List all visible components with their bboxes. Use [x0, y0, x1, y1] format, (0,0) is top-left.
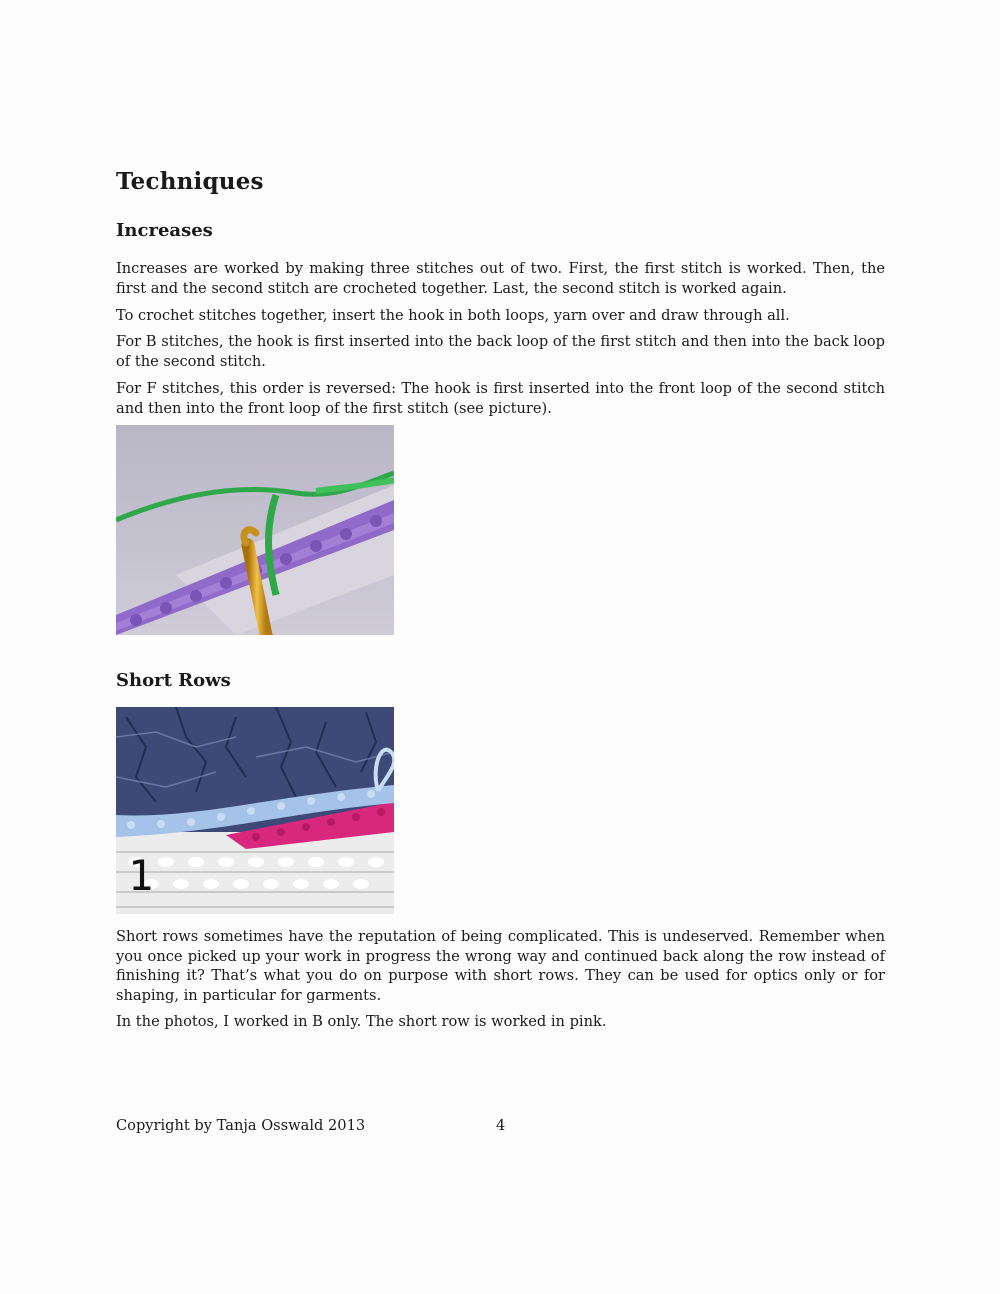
footer-copyright: Copyright by Tanja Osswald 2013	[116, 1117, 366, 1134]
section-heading-increases: Increases	[116, 220, 213, 241]
paragraph: To crochet stitches together, insert the hook in both loops, yarn over and draw through all.	[116, 307, 790, 324]
photo-short-rows	[116, 707, 394, 914]
photo-increase-crochet	[116, 425, 394, 635]
paragraph: Increases are worked by making three stitches out of two. First, the first stitch is worked. Then, the first and the second stitch are crocheted together. Last, the second stitch is worked again.	[116, 260, 885, 297]
page-number: 4	[496, 1117, 506, 1134]
photo-step-label: 1	[128, 851, 154, 900]
paragraph: For F stitches, this order is reversed: The hook is first inserted into the front loop of the second stitch and then into the front loop of the first stitch (see picture).	[116, 380, 885, 417]
short-rows-photo	[116, 707, 394, 914]
paragraph: For B stitches, the hook is first inserted into the back loop of the first stitch and then into the back loop of the second stitch.	[116, 333, 885, 370]
crochet-hook-photo	[116, 425, 394, 635]
paragraph: In the photos, I worked in B only. The short row is worked in pink.	[116, 1013, 607, 1030]
section-heading-short-rows: Short Rows	[116, 670, 231, 691]
page-title: Techniques	[116, 168, 264, 195]
paragraph: Short rows sometimes have the reputation of being complicated. This is undeserved. Remember when you once picked up your work in progress the wrong way and continued back along the row instead of finishing it? That’s what you do on purpose with short rows. They can be used for optics only or for shaping, in particular for garments.	[116, 928, 885, 1004]
